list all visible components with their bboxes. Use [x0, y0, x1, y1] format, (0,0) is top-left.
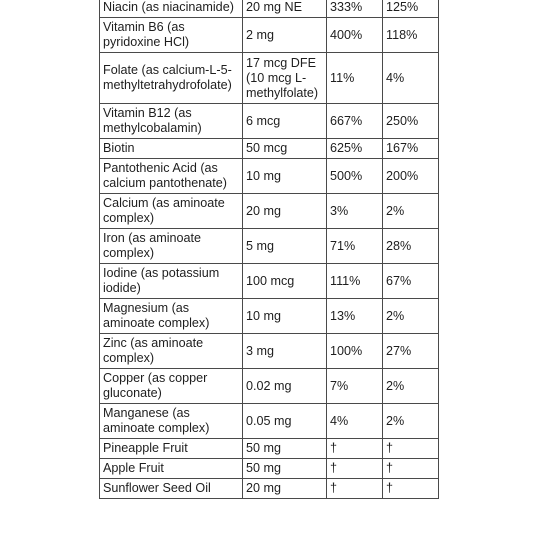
daily-value-percent-2: 67%	[383, 264, 439, 299]
ingredient-name: Iron (as aminoate complex)	[100, 229, 243, 264]
ingredient-amount: 10 mg	[243, 159, 327, 194]
daily-value-percent-2: 250%	[383, 104, 439, 139]
table-row	[100, 53, 439, 104]
ingredient-amount: 17 mcg DFE (10 mcg L-methylfolate)	[243, 53, 327, 104]
daily-value-percent-2: 2%	[383, 299, 439, 334]
daily-value-percent: 625%	[327, 139, 383, 159]
daily-value-percent: 11%	[327, 53, 383, 104]
ingredient-name: Pantothenic Acid (as calcium pantothenate)	[100, 159, 243, 194]
daily-value-percent: †	[327, 459, 383, 479]
daily-value-percent-2: †	[383, 479, 439, 499]
ingredient-amount: 2 mg	[243, 18, 327, 53]
table-row	[100, 479, 439, 499]
table-row	[100, 369, 439, 404]
table-row	[100, 139, 439, 159]
ingredient-amount: 0.05 mg	[243, 404, 327, 439]
daily-value-percent-2: 167%	[383, 139, 439, 159]
ingredient-amount: 50 mg	[243, 459, 327, 479]
daily-value-percent: 71%	[327, 229, 383, 264]
ingredient-amount: 50 mg	[243, 439, 327, 459]
ingredient-amount: 10 mg	[243, 299, 327, 334]
daily-value-percent: 333%	[327, 0, 383, 18]
daily-value-percent-2: 2%	[383, 194, 439, 229]
daily-value-percent: 500%	[327, 159, 383, 194]
ingredient-name: Sunflower Seed Oil	[100, 479, 243, 499]
daily-value-percent-2: 27%	[383, 334, 439, 369]
daily-value-percent: †	[327, 479, 383, 499]
ingredient-amount: 50 mcg	[243, 139, 327, 159]
ingredient-name: Copper (as copper gluconate)	[100, 369, 243, 404]
ingredient-name: Pineapple Fruit	[100, 439, 243, 459]
ingredient-name: Folate (as calcium-L-5-methyltetrahydrofolate)	[100, 53, 243, 104]
ingredient-name: Biotin	[100, 139, 243, 159]
ingredient-amount: 20 mg	[243, 479, 327, 499]
table-row	[100, 404, 439, 439]
ingredient-amount: 6 mcg	[243, 104, 327, 139]
daily-value-percent-2: 28%	[383, 229, 439, 264]
daily-value-percent: 667%	[327, 104, 383, 139]
ingredient-amount: 3 mg	[243, 334, 327, 369]
ingredient-name: Calcium (as aminoate complex)	[100, 194, 243, 229]
table-row	[100, 334, 439, 369]
table-row	[100, 439, 439, 459]
table-row	[100, 299, 439, 334]
ingredient-name: Iodine (as potassium iodide)	[100, 264, 243, 299]
table-row	[100, 18, 439, 53]
daily-value-percent: 400%	[327, 18, 383, 53]
daily-value-percent-2: 125%	[383, 0, 439, 18]
ingredient-amount: 0.02 mg	[243, 369, 327, 404]
table-row	[100, 0, 439, 18]
daily-value-percent: 13%	[327, 299, 383, 334]
daily-value-percent: 4%	[327, 404, 383, 439]
supplement-facts-table-container	[99, 0, 438, 499]
ingredient-name: Vitamin B6 (as pyridoxine HCl)	[100, 18, 243, 53]
ingredient-name: Zinc (as aminoate complex)	[100, 334, 243, 369]
table-row	[100, 194, 439, 229]
table-row	[100, 159, 439, 194]
daily-value-percent-2: 4%	[383, 53, 439, 104]
supplement-facts-table	[99, 0, 439, 499]
daily-value-percent-2: 2%	[383, 404, 439, 439]
daily-value-percent: 111%	[327, 264, 383, 299]
ingredient-name: Magnesium (as aminoate complex)	[100, 299, 243, 334]
daily-value-percent: 3%	[327, 194, 383, 229]
ingredient-amount: 5 mg	[243, 229, 327, 264]
ingredient-name: Vitamin B12 (as methylcobalamin)	[100, 104, 243, 139]
ingredient-amount: 100 mcg	[243, 264, 327, 299]
table-row	[100, 459, 439, 479]
table-row	[100, 104, 439, 139]
daily-value-percent-2: 2%	[383, 369, 439, 404]
ingredient-name: Apple Fruit	[100, 459, 243, 479]
table-row	[100, 264, 439, 299]
ingredient-amount: 20 mg	[243, 194, 327, 229]
ingredient-name: Manganese (as aminoate complex)	[100, 404, 243, 439]
table-row	[100, 229, 439, 264]
daily-value-percent: 100%	[327, 334, 383, 369]
daily-value-percent-2: †	[383, 459, 439, 479]
ingredient-amount: 20 mg NE	[243, 0, 327, 18]
ingredient-name: Niacin (as niacinamide)	[100, 0, 243, 18]
daily-value-percent: †	[327, 439, 383, 459]
daily-value-percent: 7%	[327, 369, 383, 404]
daily-value-percent-2: 200%	[383, 159, 439, 194]
daily-value-percent-2: †	[383, 439, 439, 459]
daily-value-percent-2: 118%	[383, 18, 439, 53]
